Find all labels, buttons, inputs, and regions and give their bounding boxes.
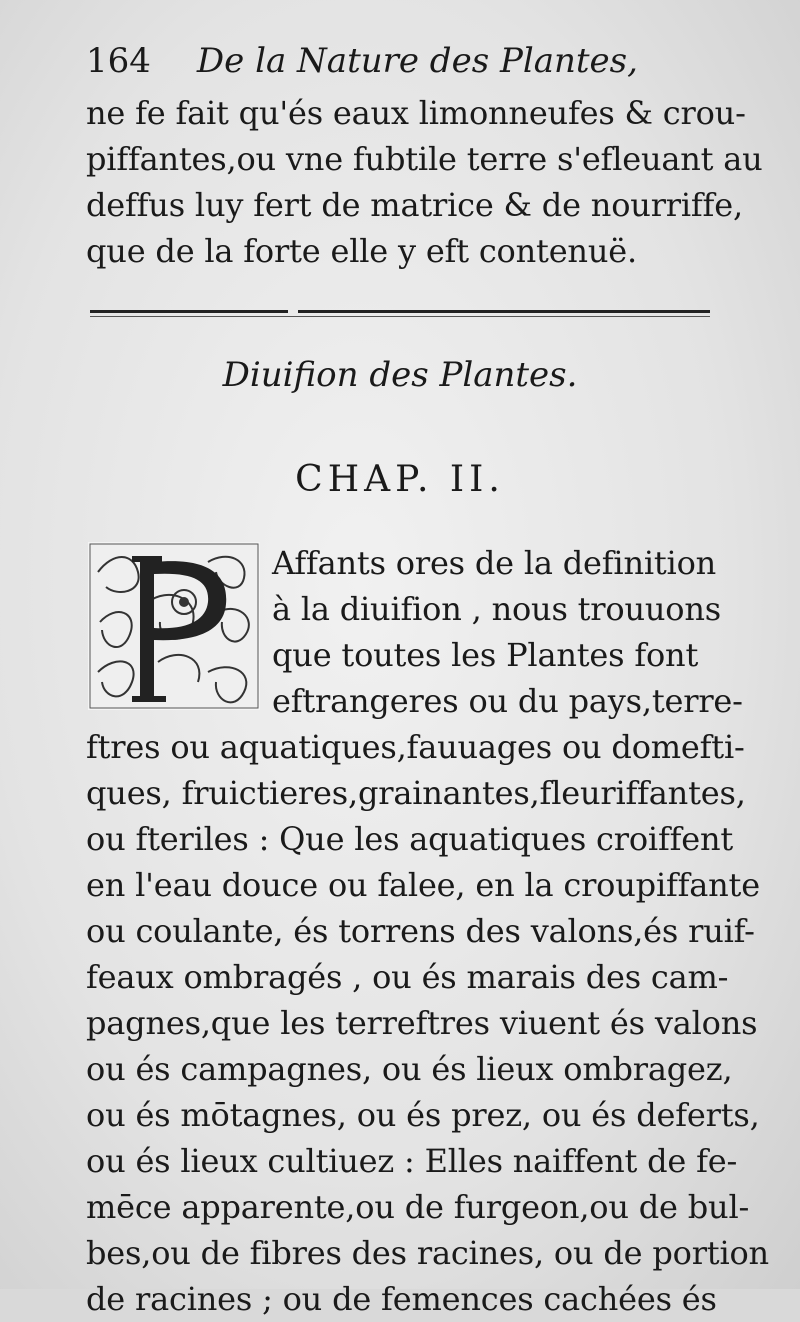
decorated-initial-p	[88, 542, 260, 710]
text-line: ou coulante, és torrens des valons,és ruif-	[86, 912, 755, 950]
text-line: feaux ombragés , ou és marais des cam-	[86, 958, 729, 996]
chapter-heading: CHAP. II.	[295, 459, 505, 500]
text-line: ftres ou aquatiques,fauuages ou domefti-	[86, 728, 745, 766]
ornamental-rule	[90, 310, 710, 318]
text-line: deffus luy fert de matrice & de nourriffe,	[86, 186, 743, 224]
running-head	[86, 36, 726, 86]
text-line: bes,ou de fibres des racines, ou de portion	[86, 1234, 769, 1272]
text-line: ne fe fait qu'és eaux limonneufes & crou-	[86, 94, 746, 132]
section-title: Diuifion des Plantes.	[222, 355, 578, 395]
running-title: De la Nature des Plantes,	[196, 41, 638, 81]
text-line: que de la forte elle y eft contenuë.	[86, 232, 637, 270]
text-line: Affants ores de la definition	[272, 544, 717, 582]
text-line: de racines ; ou de femences cachées és	[86, 1280, 717, 1318]
text-line: mēce apparente,ou de furgeon,ou de bul-	[86, 1188, 750, 1226]
text-line: que toutes les Plantes font	[272, 636, 699, 674]
text-line: piffantes,ou vne fubtile terre s'efleuant au	[86, 140, 763, 178]
text-line: en l'eau douce ou falee, en la croupiffante	[86, 866, 760, 904]
text-line: ou és lieux cultiuez : Elles naiffent de fe-	[86, 1142, 738, 1180]
text-line: pagnes,que les terreftres viuent és valons	[86, 1004, 758, 1042]
text-line: ques, fruictieres,grainantes,fleuriffantes,	[86, 774, 746, 812]
text-line: ou és mōtagnes, ou és prez, ou és deferts,	[86, 1096, 760, 1134]
text-line: ou és campagnes, ou és lieux ombragez,	[86, 1050, 733, 1088]
text-line: ou fteriles : Que les aquatiques croiffent	[86, 820, 734, 858]
text-line: à la diuifion , nous trouuons	[272, 590, 721, 628]
text-line: eftrangeres ou du pays,terre-	[272, 682, 743, 720]
page-number: 164	[86, 41, 151, 81]
